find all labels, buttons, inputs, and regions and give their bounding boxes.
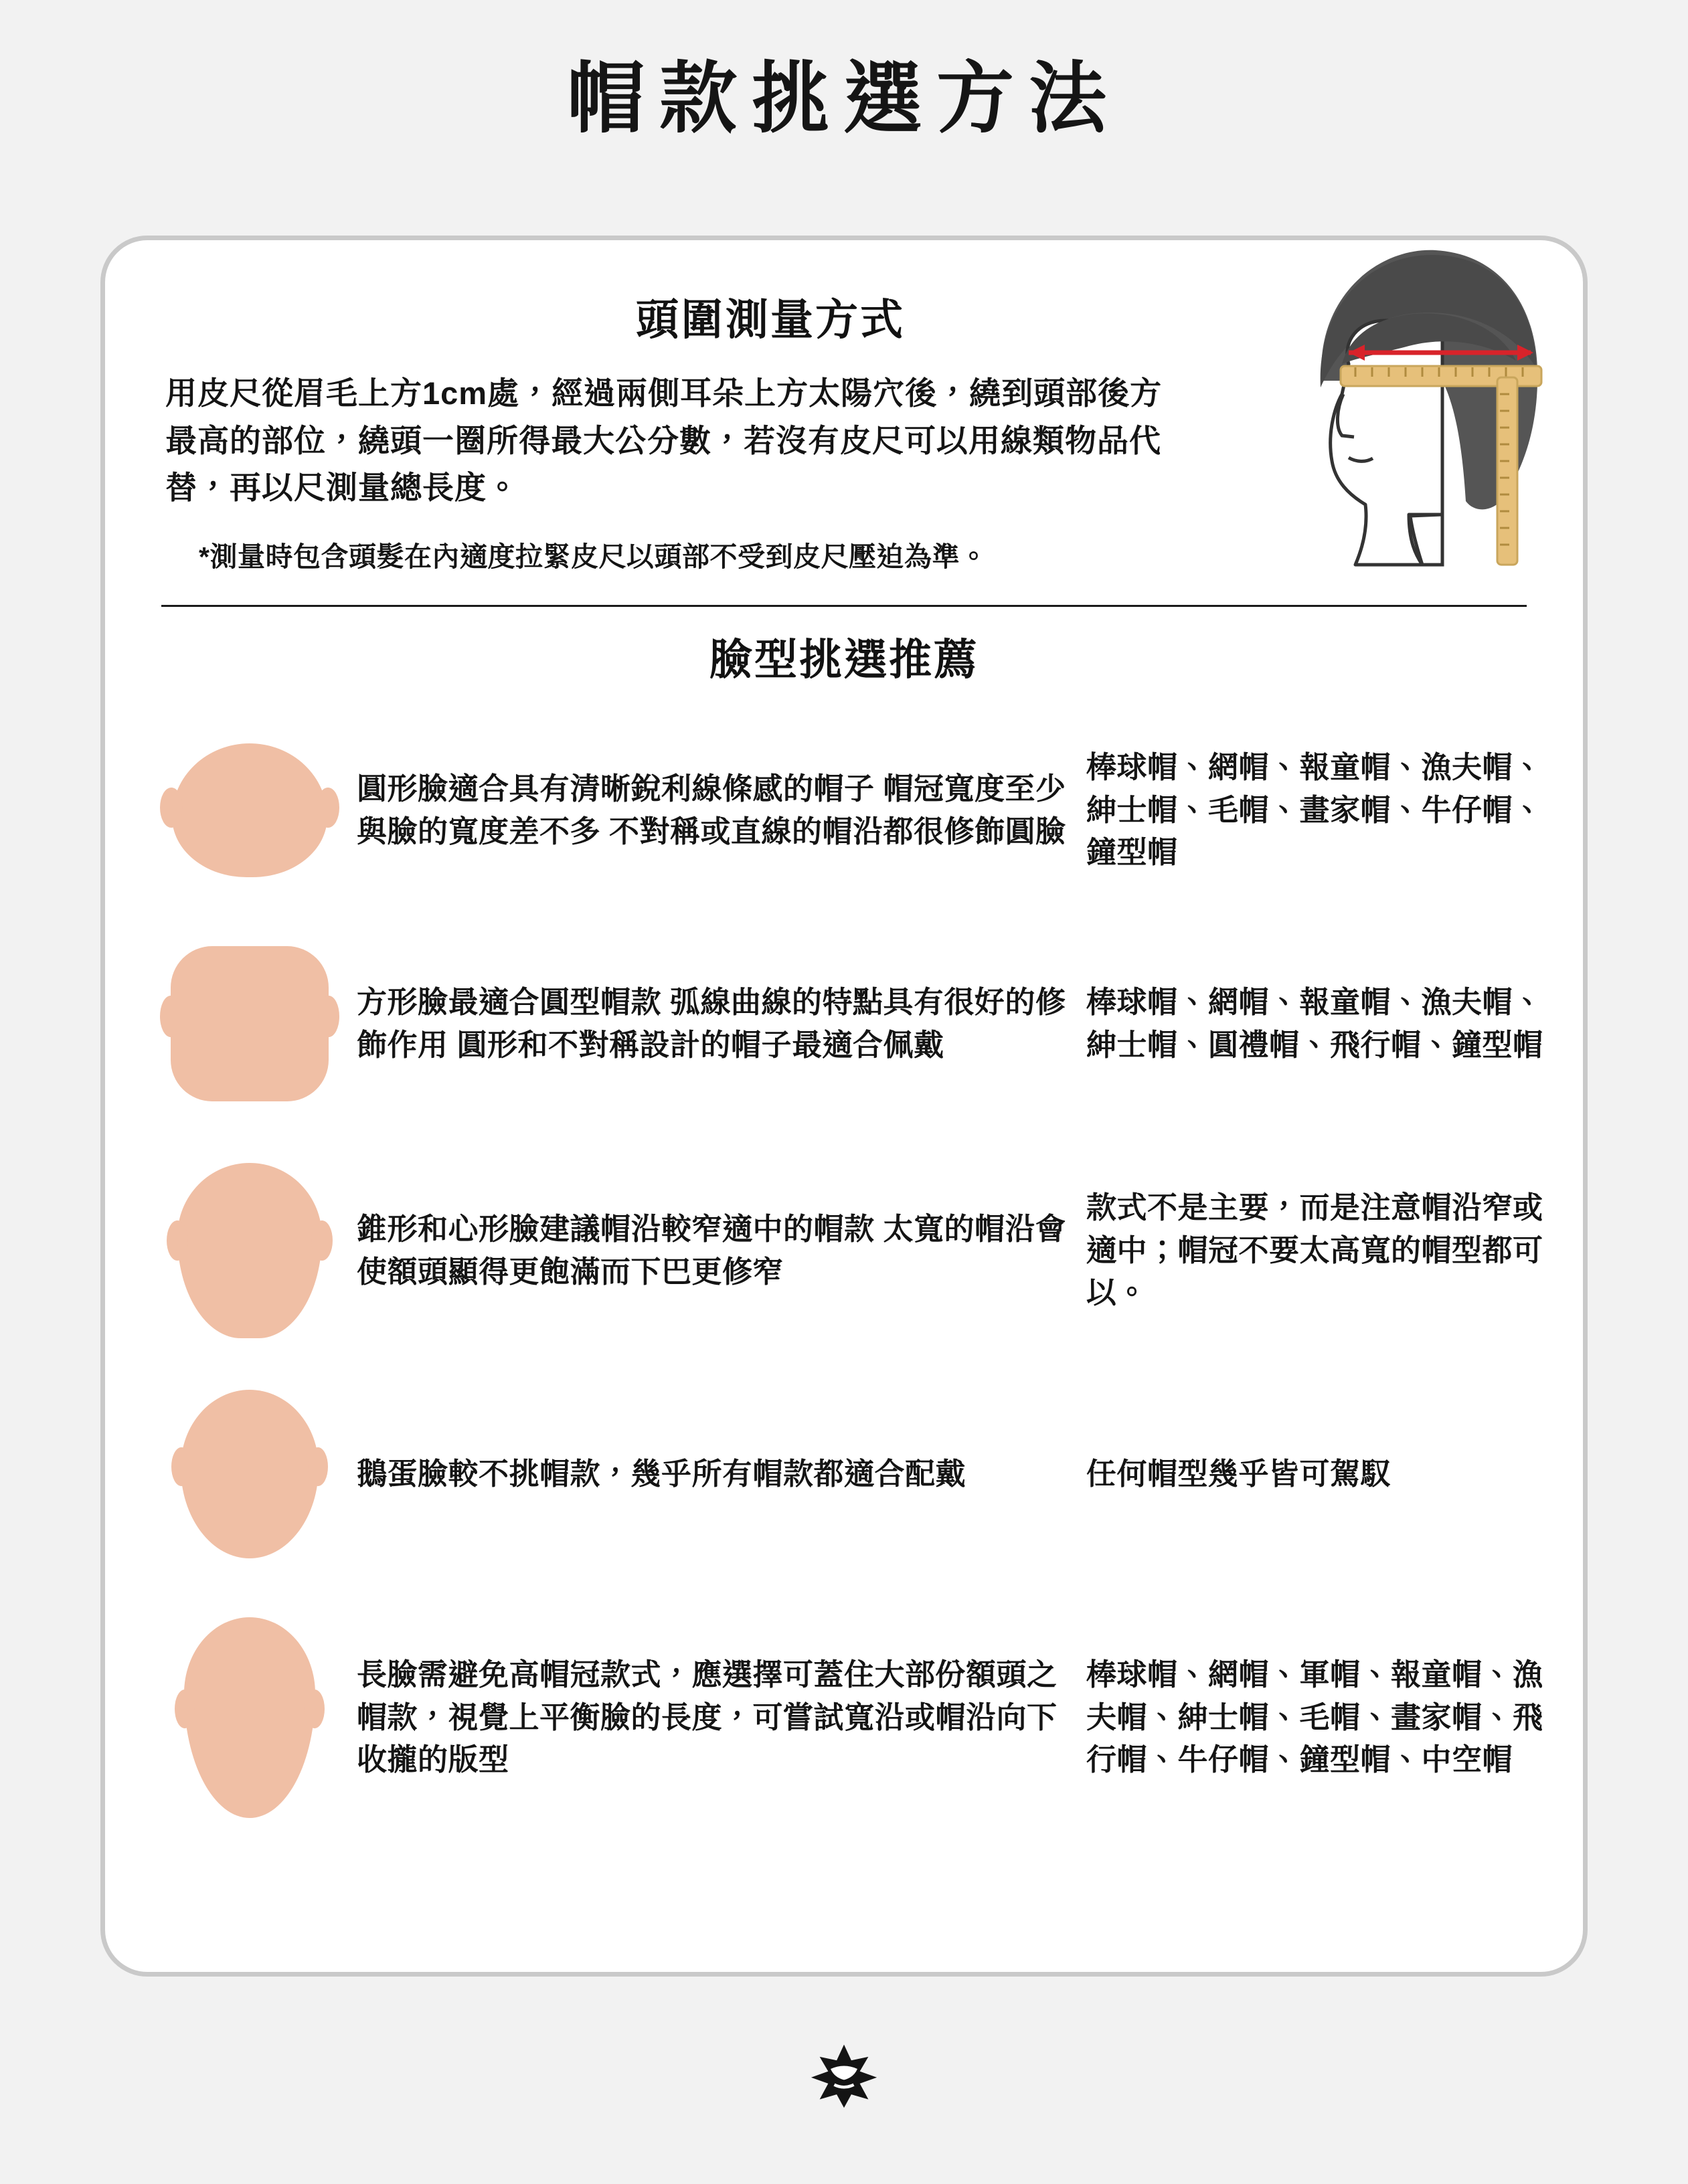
long-face-icon — [143, 1617, 357, 1818]
face-desc-square: 方形臉最適合圓型帽款 弧線曲線的特點具有很好的修飾作用 圓形和不對稱設計的帽子最適合佩戴 — [357, 984, 1066, 1062]
face-row-heart — [143, 1137, 1548, 1364]
head-measure-body: 用皮尺從眉毛上方1cm處，經過兩側耳朵上方太陽穴後，繞到頭部後方最高的部位，繞頭一圈所得最大公分數，若沒有皮尺可以用線類物品代替，再以尺測量總長度。 — [165, 375, 1163, 505]
face-desc-heart: 錐形和心形臉建議帽沿較窄適中的帽款 太寬的帽沿會使額頭顯得更飽滿而下巴更修窄 — [357, 1211, 1066, 1289]
content-card — [100, 236, 1588, 1977]
face-desc-round: 圓形臉適合具有清晰銳利線條感的帽子 帽冠寬度至少與臉的寬度差不多 不對稱或直線的帽沿都很修飾圓臉 — [357, 771, 1066, 848]
face-hats-long: 棒球帽、網帽、軍帽、報童帽、漁夫帽、紳士帽、毛帽、畫家帽、飛行帽、牛仔帽、鐘型帽、中空帽 — [1086, 1657, 1543, 1777]
face-type-title: 臉型挑選推薦 — [709, 635, 979, 684]
face-row-long — [143, 1584, 1548, 1851]
face-desc-long: 長臉需避免高帽冠款式，應選擇可蓋住大部份額頭之帽款，視覺上平衡臉的長度，可嘗試寬沿或帽沿向下收攏的版型 — [357, 1657, 1058, 1777]
face-hats-oval: 任何帽型幾乎皆可駕馭 — [1086, 1456, 1391, 1491]
head-measurement-illustration — [1242, 227, 1556, 602]
section-divider — [161, 605, 1527, 607]
face-row-oval — [143, 1374, 1548, 1574]
face-row-round — [143, 710, 1548, 911]
face-hats-square: 棒球帽、網帽、報童帽、漁夫帽、紳士帽、圓禮帽、飛行帽、鐘型帽 — [1086, 984, 1543, 1062]
head-measure-section — [105, 240, 1583, 607]
face-row-square — [143, 920, 1548, 1127]
face-hats-round: 棒球帽、網帽、報童帽、漁夫帽、紳士帽、毛帽、畫家帽、牛仔帽、鐘型帽 — [1086, 749, 1543, 870]
face-type-list — [105, 710, 1583, 1851]
heart-face-icon — [143, 1163, 357, 1338]
brand-logo-icon — [807, 2042, 881, 2109]
face-hats-heart: 款式不是主要，而是注意帽沿窄或適中；帽冠不要太高寬的帽型都可以。 — [1086, 1190, 1543, 1310]
oval-face-icon — [143, 1390, 357, 1558]
head-profile-icon — [1242, 227, 1556, 602]
head-measure-title: 頭圍測量方式 — [636, 296, 905, 344]
page-title: 帽款挑選方法 — [567, 55, 1121, 142]
head-measure-note: *測量時包含頭髮在內適度拉緊皮尺以頭部不受到皮尺壓迫為準。 — [199, 541, 988, 572]
brand-logo — [0, 2042, 1688, 2112]
face-desc-oval: 鵝蛋臉較不挑帽款，幾乎所有帽款都適合配戴 — [357, 1456, 966, 1491]
square-face-icon — [143, 946, 357, 1101]
round-face-icon — [143, 743, 357, 877]
